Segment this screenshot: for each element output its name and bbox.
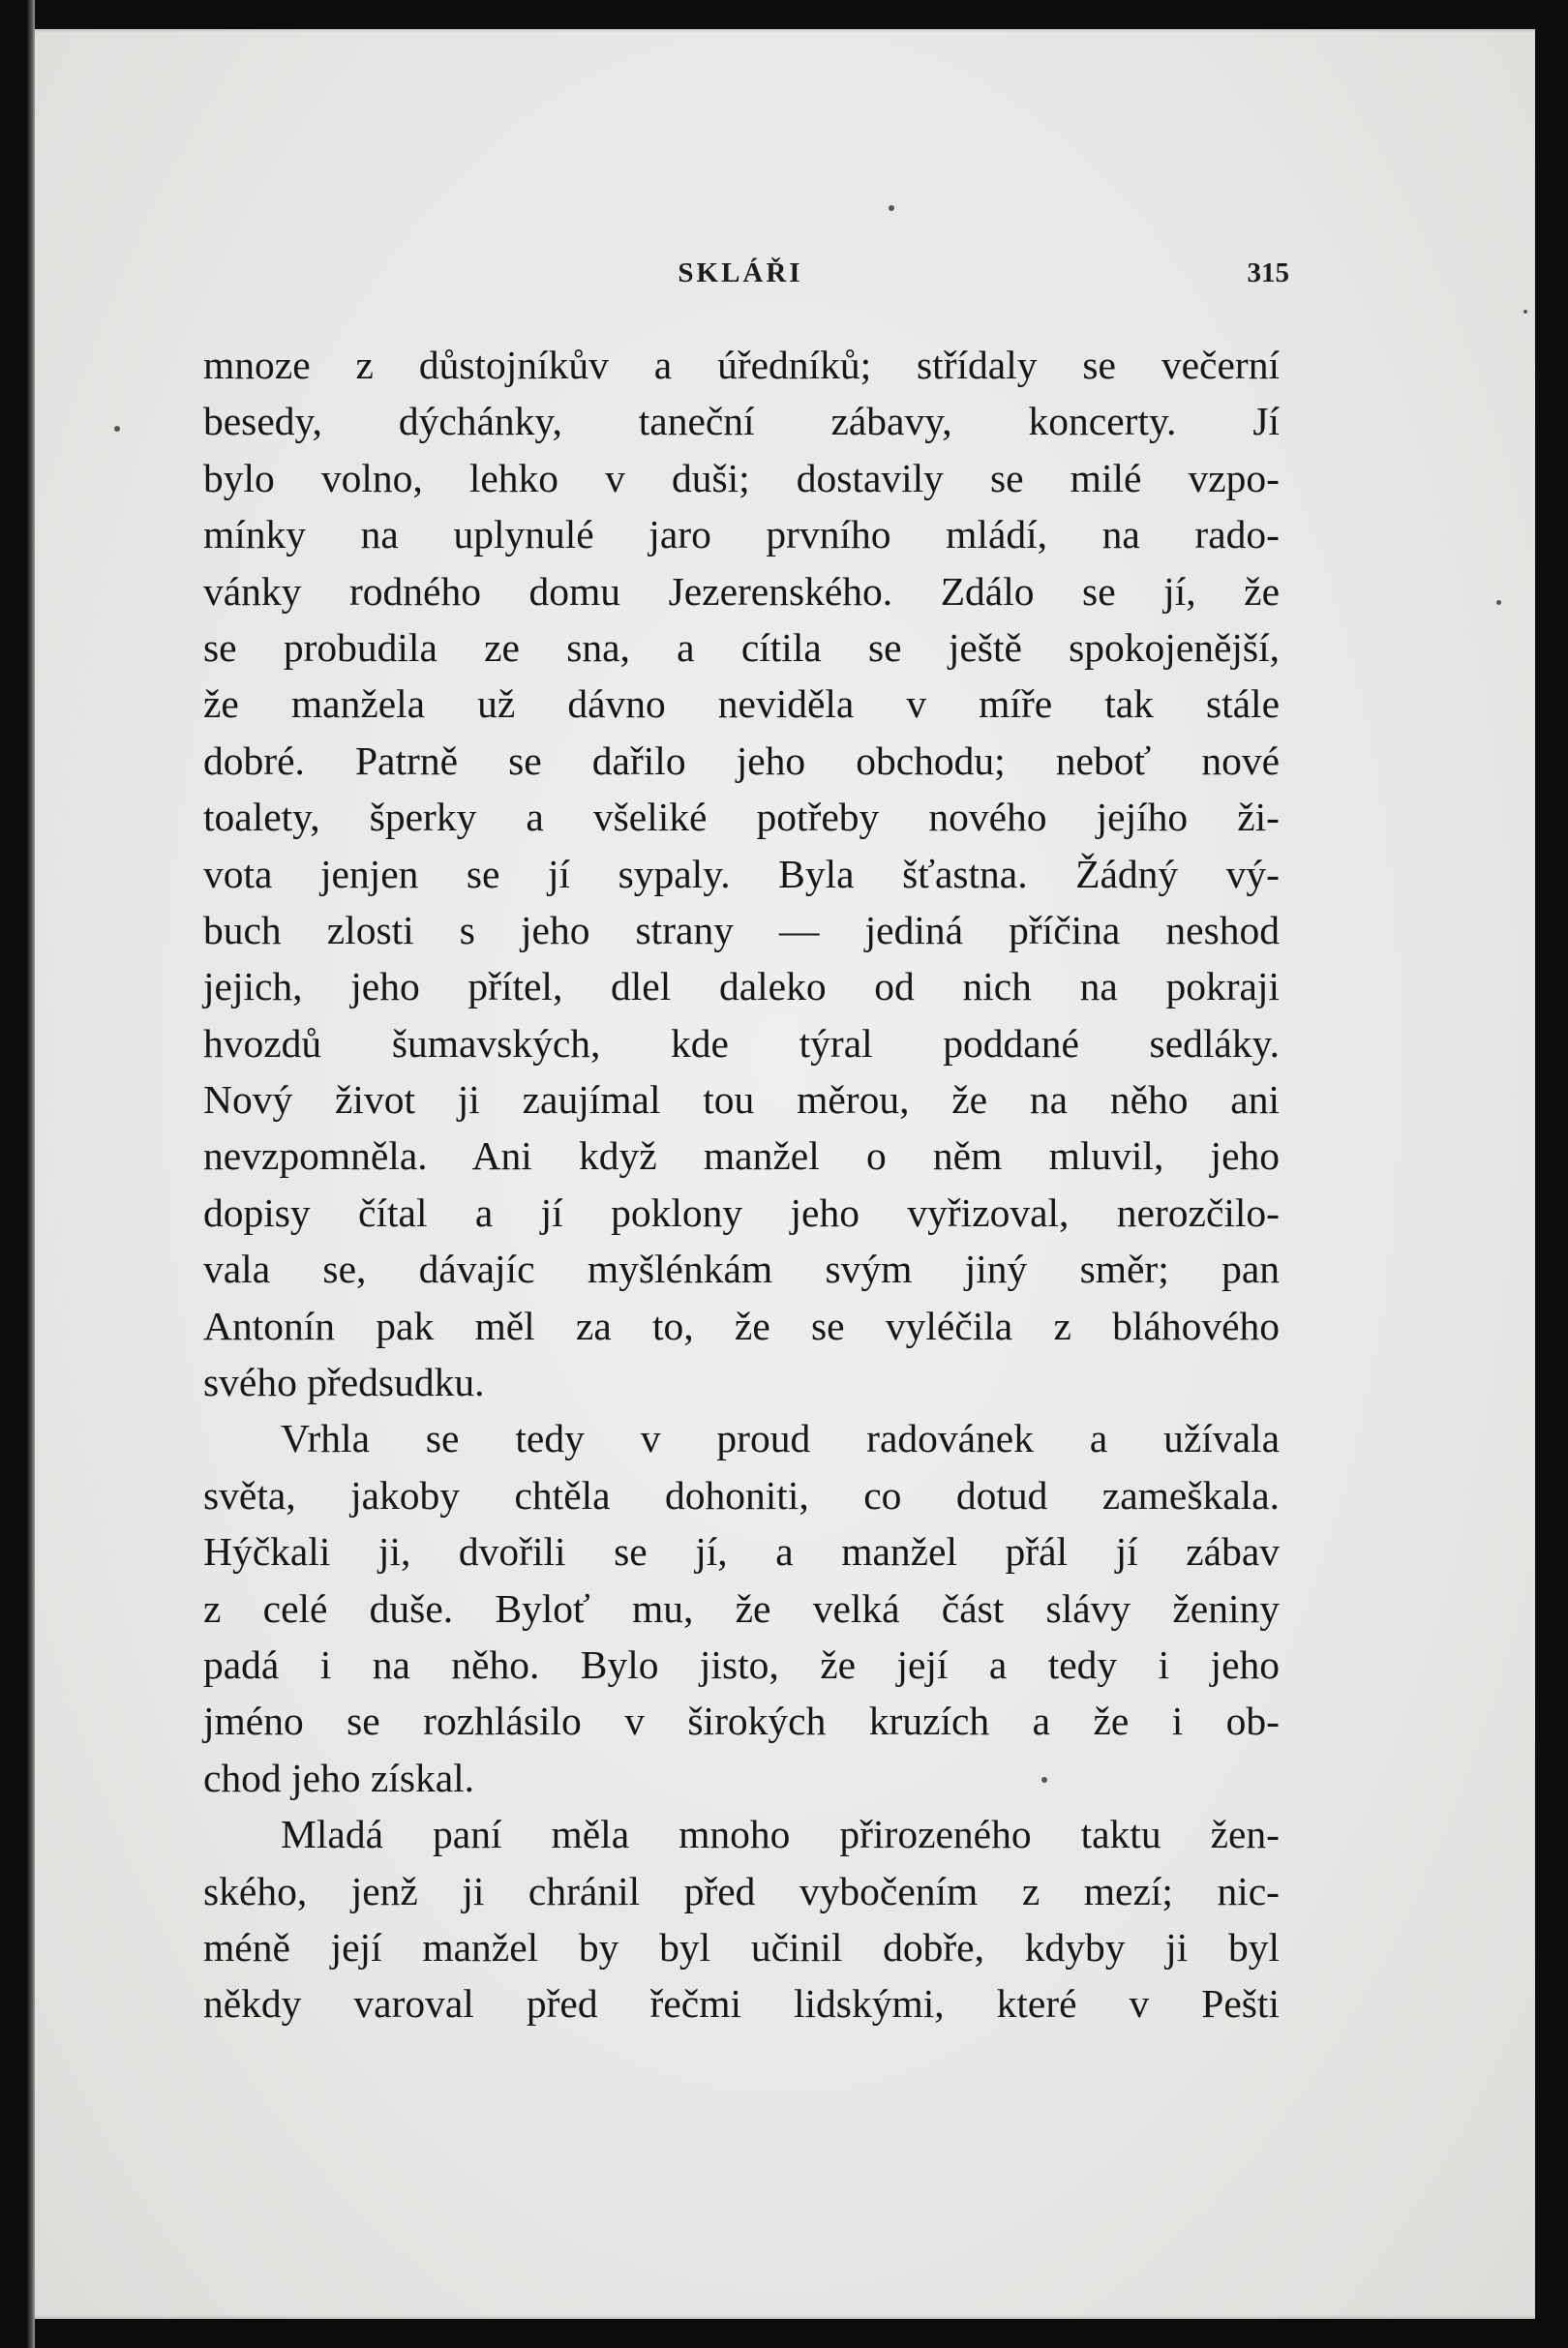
dust-speck: [1041, 1777, 1047, 1783]
text-line: z celé duše. Byloť mu, že velká část slávy ženiny: [203, 1585, 1280, 1631]
text-line: světa, jakoby chtěla dohoniti, co dotud zameškala.: [203, 1472, 1280, 1518]
text-line: někdy varoval před řečmi lidskými, které v Pešti: [203, 1981, 1280, 2027]
text-line: vala se, dávajíc myšlénkám svým jiný směr; pan: [203, 1247, 1280, 1292]
page-gutter-edge: [27, 0, 35, 2348]
text-line: besedy, dýchánky, taneční zábavy, koncerty. Jí: [203, 399, 1280, 444]
text-line: chod jeho získal.: [203, 1755, 475, 1800]
page-number: 315: [1247, 257, 1289, 288]
text-line: se probudila ze sna, a cítila se ještě spokojenější,: [203, 624, 1280, 670]
text-line: Vrhla se tedy v proud radovánek a užívala: [281, 1416, 1280, 1461]
text-line: mínky na uplynulé jaro prvního mládí, na rado-: [203, 512, 1280, 557]
dust-speck: [889, 205, 894, 211]
text-line: bylo volno, lehko v duši; dostavily se milé vzpo-: [203, 455, 1280, 500]
dust-speck: [1523, 310, 1527, 314]
text-line: dopisy čítal a jí poklony jeho vyřizoval, nerozčilo-: [203, 1189, 1280, 1235]
text-line: mnoze z důstojníkův a úředníků; střídaly se večerní: [203, 343, 1280, 387]
text-line: ského, jenž ji chránil před vybočením z mezí; nic-: [203, 1868, 1280, 1913]
text-line: buch zlosti s jeho strany — jediná příčina neshod: [203, 907, 1280, 952]
text-line: Nový život ji zaujímal tou měrou, že na něho ani: [203, 1077, 1280, 1123]
text-line: svého předsudku.: [203, 1360, 485, 1405]
text-line: nevzpomněla. Ani když manžel o něm mluvil, jeho: [203, 1133, 1280, 1179]
text-line: jméno se rozhlásilo v širokých kruzích a že i ob-: [203, 1699, 1280, 1744]
text-line: Mladá paní měla mnoho přirozeného taktu žen-: [281, 1812, 1280, 1857]
text-line: jejich, jeho přítel, dlel daleko od nich na pokraji: [203, 964, 1280, 1009]
text-line: dobré. Patrně se dařilo jeho obchodu; neboť nové: [203, 738, 1280, 783]
running-title: SKLÁŘI: [678, 257, 803, 288]
text-line: padá i na něho. Bylo jisto, že její a tedy i jeho: [203, 1641, 1280, 1687]
text-line: vota jenjen se jí sypaly. Byla šťastna. Žádný vý-: [203, 851, 1280, 896]
text-line: že manžela už dávno neviděla v míře tak stále: [203, 681, 1280, 727]
body-text: [203, 337, 1280, 2032]
text-line: méně její manžel by byl učinil dobře, kdyby ji byl: [203, 1924, 1280, 1970]
text-line: toalety, šperky a všeliké potřeby nového jejího ži-: [203, 795, 1280, 840]
running-head: [203, 254, 1289, 292]
dust-speck: [114, 426, 120, 432]
text-line: Hýčkali ji, dvořili se jí, a manžel přál jí zábav: [203, 1529, 1280, 1575]
text-line: hvozdů šumavských, kde týral poddané sedláky.: [203, 1020, 1280, 1066]
text-line: Antonín pak měl za to, že se vyléčila z bláhového: [203, 1303, 1280, 1348]
text-line: vánky rodného domu Jezerenského. Zdálo se jí, že: [203, 568, 1280, 614]
dust-speck: [1496, 600, 1501, 605]
